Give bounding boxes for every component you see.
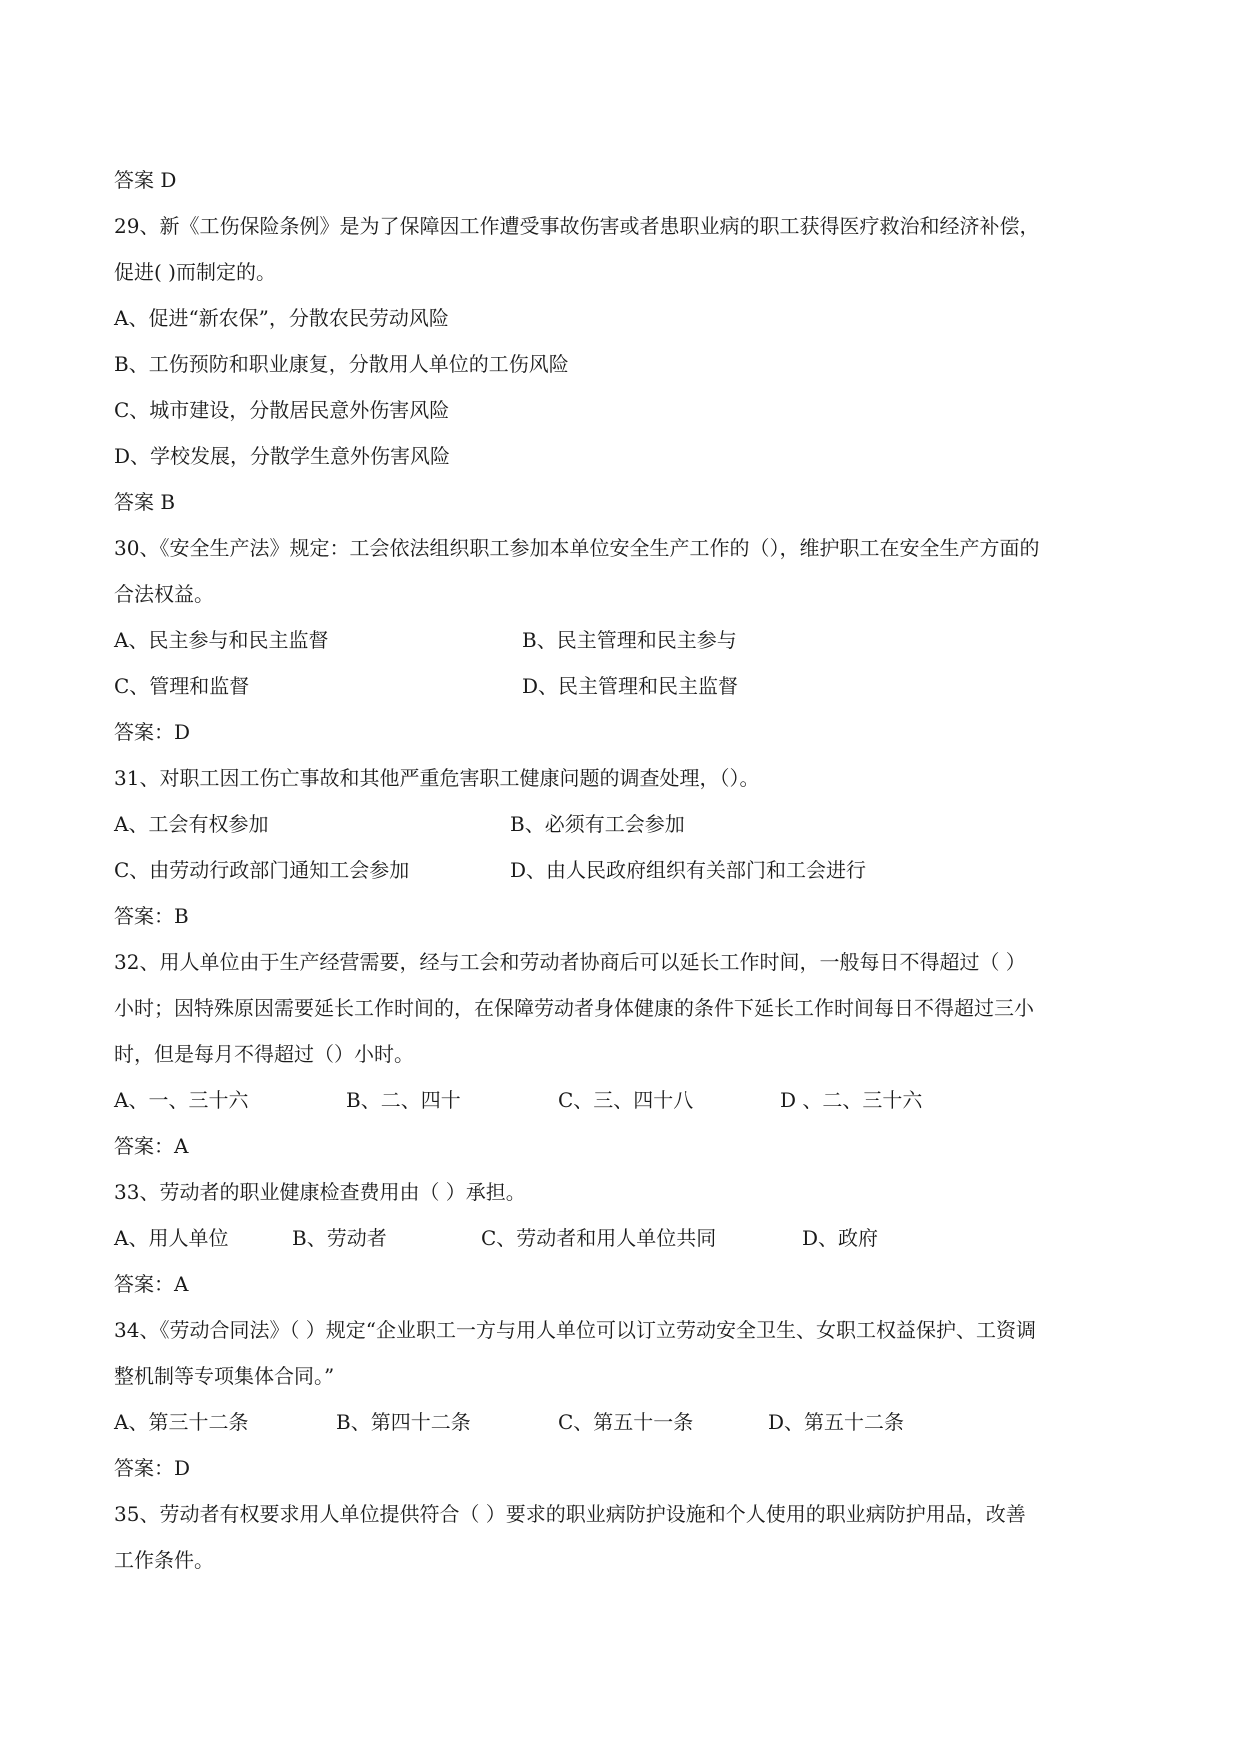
q34-option-d: D、第五十二条 bbox=[768, 1410, 905, 1434]
q33-option-b: B、劳动者 bbox=[292, 1226, 387, 1250]
q29-stem-line-1: 29、新《工伤保险条例》是为了保障因工作遭受事故伤害或者患职业病的职工获得医疗救治和经济补偿， bbox=[114, 214, 1040, 238]
q32-option-a: A、一、三十六 bbox=[114, 1088, 249, 1112]
q30-stem-line-1: 30、《安全生产法》规定：工会依法组织职工参加本单位安全生产工作的（），维护职工在安全生产方面的 bbox=[114, 536, 1040, 560]
q34-stem-line-1: 34、《劳动合同法》（ ）规定“企业职工一方与用人单位可以订立劳动安全卫生、女职工权益保护、工资调 bbox=[114, 1318, 1037, 1342]
q31-stem-line-1: 31、对职工因工伤亡事故和其他严重危害职工健康问题的调查处理，（）。 bbox=[114, 766, 760, 790]
q32-option-d: D 、二、三十六 bbox=[780, 1088, 923, 1112]
answer-q28: 答案 D bbox=[114, 168, 177, 192]
q32-option-b: B、二、四十 bbox=[346, 1088, 461, 1112]
q29-stem-line-2: 促进( )而制定的。 bbox=[114, 260, 276, 284]
q30-option-c: C、管理和监督 bbox=[114, 674, 250, 698]
q33-stem-line-1: 33、劳动者的职业健康检查费用由（ ）承担。 bbox=[114, 1180, 526, 1204]
q32-stem-line-3: 时，但是每月不得超过（）小时。 bbox=[114, 1042, 414, 1066]
q30-stem-line-2: 合法权益。 bbox=[114, 582, 214, 606]
q29-answer: 答案 B bbox=[114, 490, 176, 514]
q30-option-d: D、民主管理和民主监督 bbox=[522, 674, 739, 698]
q30-options-row-2 bbox=[114, 668, 1134, 714]
q29-option-a: A、促进“新农保”，分散农民劳动风险 bbox=[114, 306, 449, 330]
q34-option-b: B、第四十二条 bbox=[336, 1410, 471, 1434]
q30-answer: 答案：D bbox=[114, 720, 191, 744]
q31-option-c: C、由劳动行政部门通知工会参加 bbox=[114, 858, 410, 882]
q32-option-c: C、三、四十八 bbox=[558, 1088, 694, 1112]
q34-options-row bbox=[114, 1404, 1134, 1450]
document-body bbox=[114, 162, 1134, 1588]
q34-stem-line-2: 整机制等专项集体合同。” bbox=[114, 1364, 335, 1388]
q31-options-row-1 bbox=[114, 806, 1134, 852]
q31-option-b: B、必须有工会参加 bbox=[510, 812, 685, 836]
q29-option-d: D、学校发展，分散学生意外伤害风险 bbox=[114, 444, 451, 468]
q29-option-c: C、城市建设，分散居民意外伤害风险 bbox=[114, 398, 450, 422]
q33-option-c: C、劳动者和用人单位共同 bbox=[481, 1226, 717, 1250]
q29-option-b: B、工伤预防和职业康复，分散用人单位的工伤风险 bbox=[114, 352, 569, 376]
q31-option-d: D、由人民政府组织有关部门和工会进行 bbox=[510, 858, 867, 882]
q33-answer: 答案：A bbox=[114, 1272, 189, 1296]
q33-option-a: A、用人单位 bbox=[114, 1226, 229, 1250]
q34-answer: 答案：D bbox=[114, 1456, 191, 1480]
q34-option-a: A、第三十二条 bbox=[114, 1410, 249, 1434]
q35-stem-line-1: 35、劳动者有权要求用人单位提供符合（ ）要求的职业病防护设施和个人使用的职业病防护用品，改善 bbox=[114, 1502, 1026, 1526]
q32-stem-line-1: 32、用人单位由于生产经营需要，经与工会和劳动者协商后可以延长工作时间，一般每日不得超过（ ） bbox=[114, 950, 1026, 974]
q32-stem-line-2: 小时；因特殊原因需要延长工作时间的，在保障劳动者身体健康的条件下延长工作时间每日不得超过三小 bbox=[114, 996, 1034, 1020]
q34-option-c: C、第五十一条 bbox=[558, 1410, 694, 1434]
q32-answer: 答案：A bbox=[114, 1134, 189, 1158]
q30-options-row-1 bbox=[114, 622, 1134, 668]
q32-options-row bbox=[114, 1082, 1134, 1128]
q31-option-a: A、工会有权参加 bbox=[114, 812, 269, 836]
q33-options-row bbox=[114, 1220, 1134, 1266]
q31-answer: 答案：B bbox=[114, 904, 189, 928]
q30-option-a: A、民主参与和民主监督 bbox=[114, 628, 329, 652]
q35-stem-line-2: 工作条件。 bbox=[114, 1548, 214, 1572]
q33-option-d: D、政府 bbox=[802, 1226, 879, 1250]
q30-option-b: B、民主管理和民主参与 bbox=[522, 628, 737, 652]
q31-options-row-2 bbox=[114, 852, 1134, 898]
